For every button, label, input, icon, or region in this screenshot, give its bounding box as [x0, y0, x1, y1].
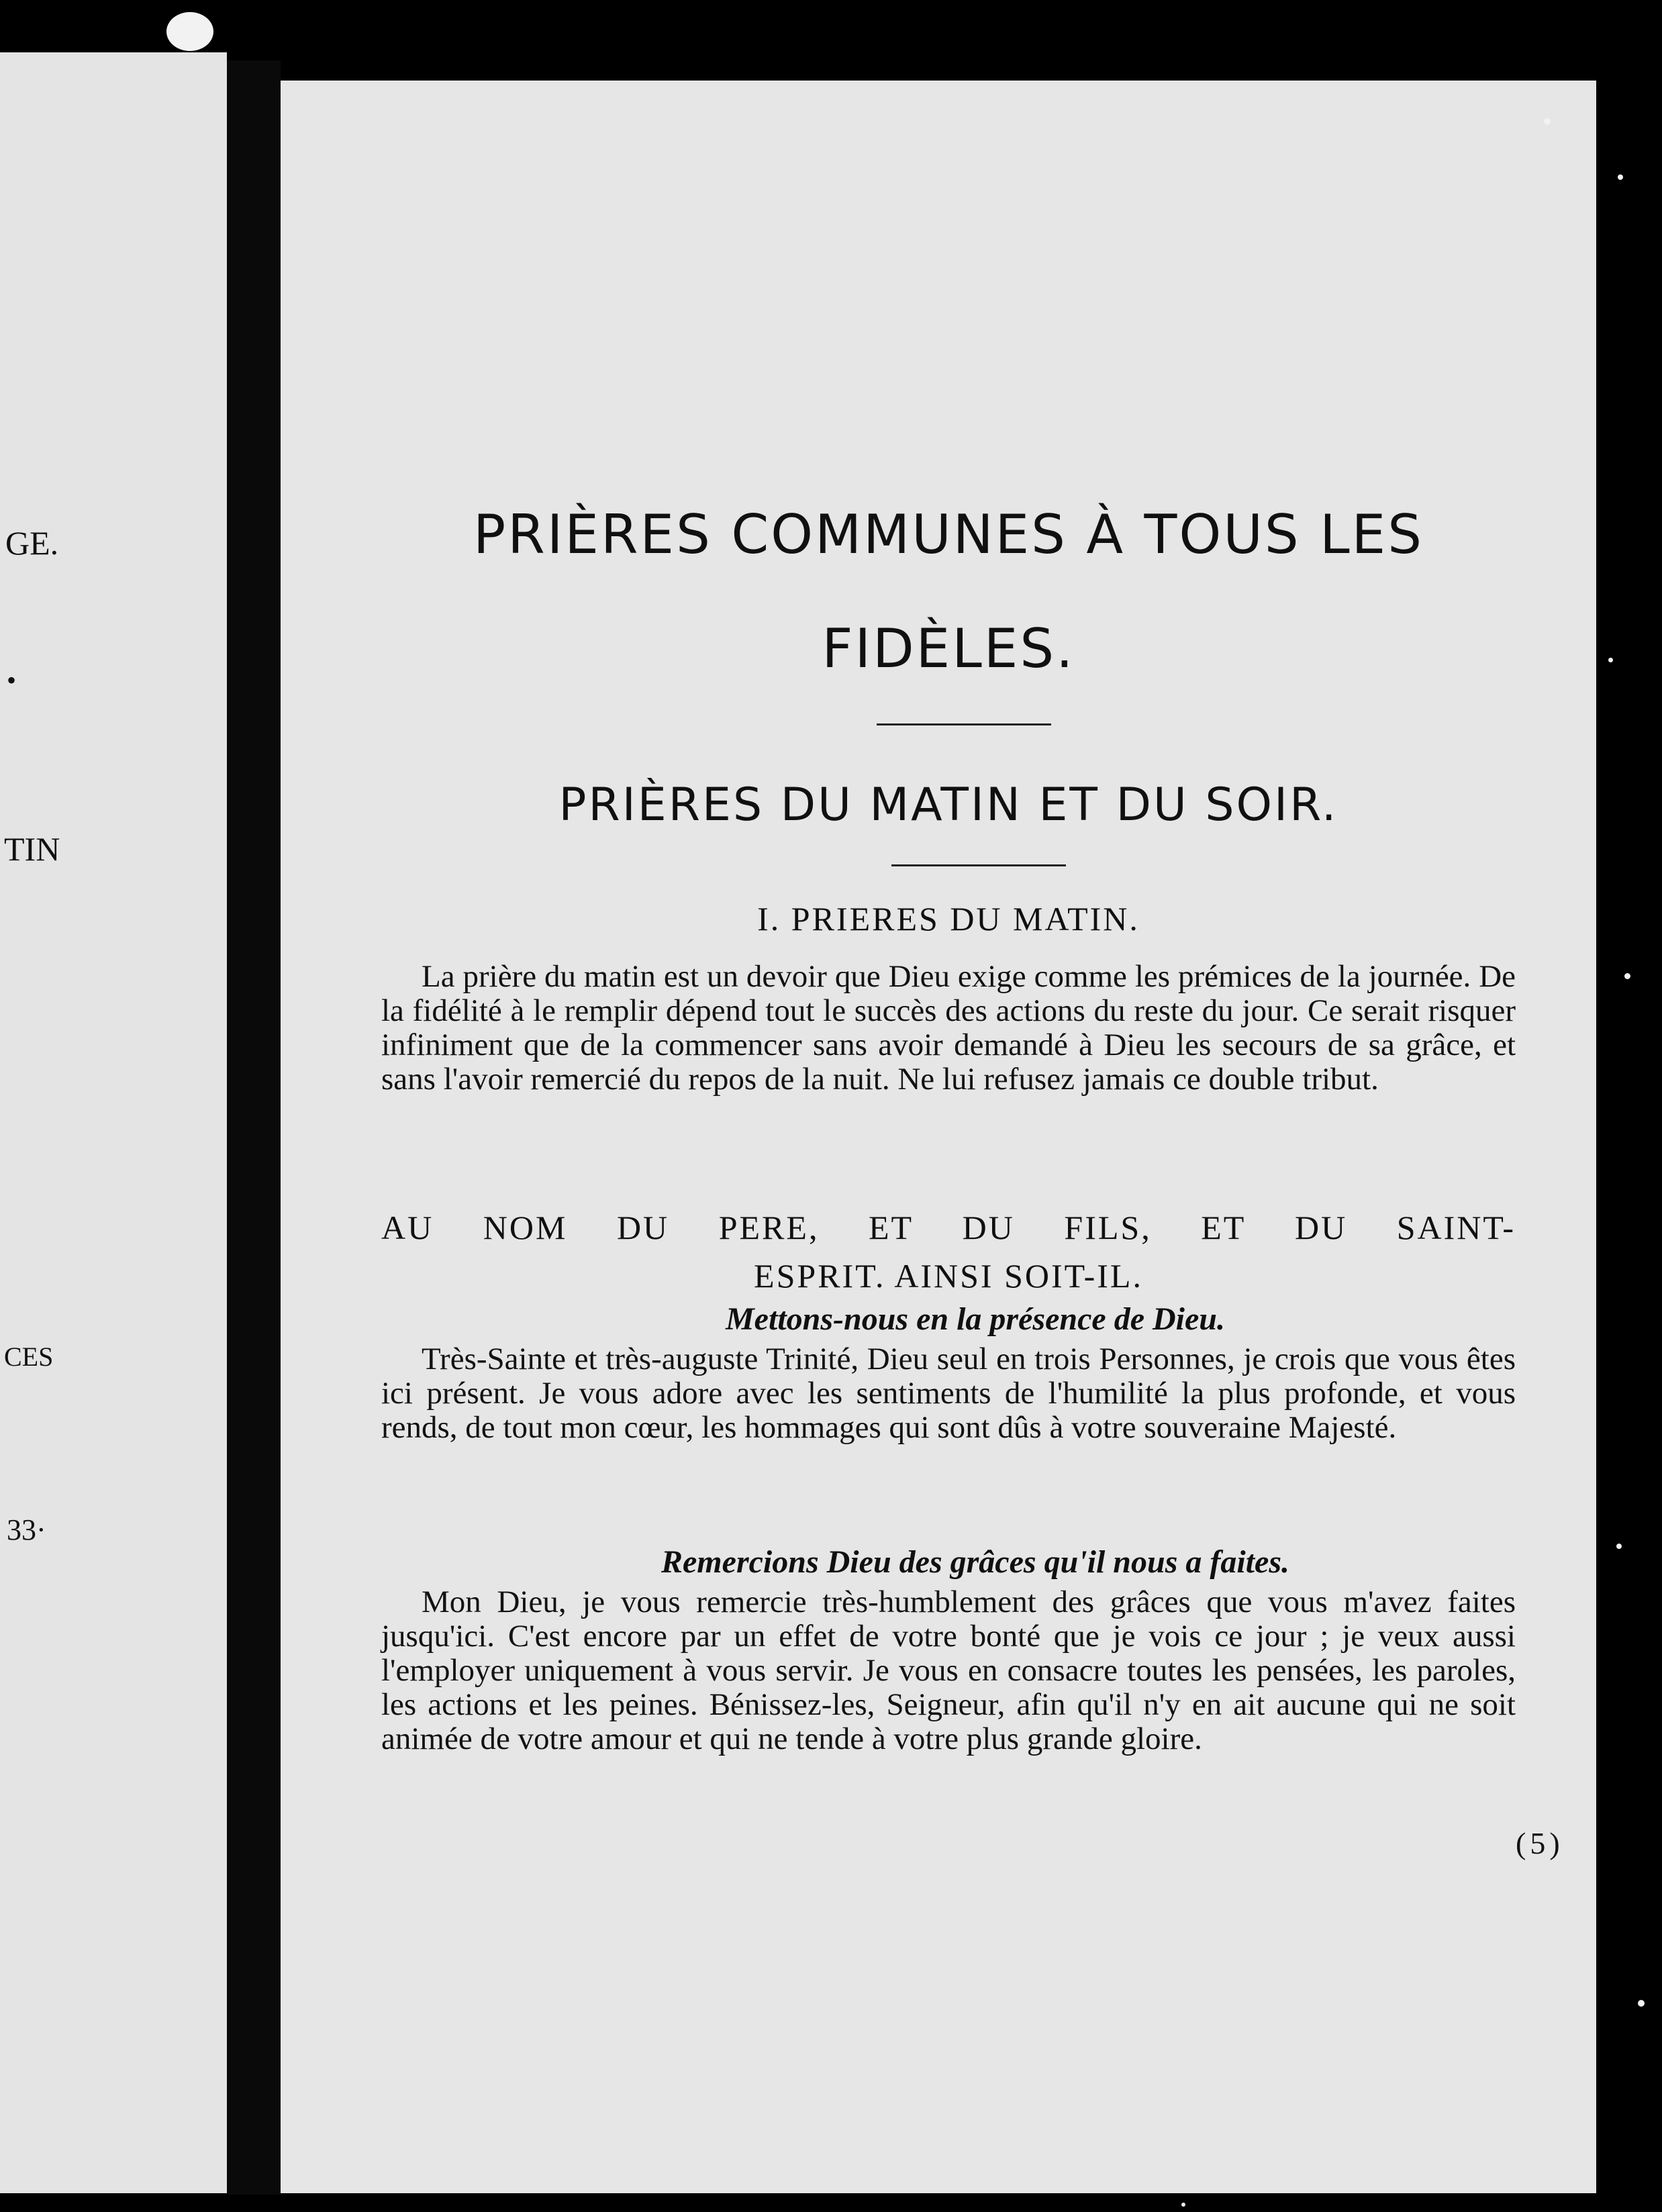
left-fragment: CES — [4, 1342, 54, 1372]
page-subtitle: PRIÈRES DU MATIN ET DU SOIR. — [558, 778, 1338, 832]
section-heading: I. PRIERES DU MATIN. — [757, 900, 1140, 938]
invocation-line-2: ESPRIT. AINSI SOIT-IL. — [754, 1257, 1143, 1295]
intro-paragraph: La prière du matin est un devoir que Dieu exige comme les prémices de la journée. De la fidélité à le remplir dépend tout le succès des actions du reste du jour. Ce serait risquer infiniment que de la commencer sans avoir demandé à Dieu les secours de sa grâce, et sans l'avoir remercié du repos de la nuit. Ne lui refusez jamais ce double tribut. — [381, 959, 1516, 1097]
page-title-line-2: FIDÈLES. — [822, 617, 1075, 680]
paragraph-presence: Très-Sainte et très-auguste Trinité, Dieu seul en trois Personnes, je crois que vous êtes ici présent. Je vous adore avec les sentiments de l'humilité la plus profonde, et vous rends, de tout mon cœur, les hommages qui sont dûs à votre souveraine Majesté. — [381, 1342, 1516, 1445]
dust-speck — [166, 12, 213, 51]
dust-speck — [1624, 973, 1630, 979]
left-fragment: GE. — [5, 524, 59, 562]
left-fragment: • — [7, 665, 17, 695]
invocation-line-1: AU NOM DU PERE, ET DU FILS, ET DU SAINT- — [381, 1209, 1516, 1246]
previous-page-edge — [0, 52, 227, 2193]
dust-speck — [1181, 2203, 1185, 2207]
prayer-page — [281, 81, 1596, 2193]
heading-presence: Mettons-nous en la présence de Dieu. — [726, 1301, 1225, 1337]
page-number: (5) — [1516, 1826, 1564, 1860]
dust-speck — [1638, 2000, 1645, 2007]
paragraph-thanks: Mon Dieu, je vous remercie très-humblement des grâces que vous m'avez faites jusqu'ici. C'est encore par un effet de votre bonté que je vois ce jour ; je veux aussi l'employer uniquement à vous servir. Je vous en consacre toutes les pensées, les paroles, les actions et les peines. Bénissez-les, Seigneur, afin qu'il n'y en ait aucune qui ne soit animée de votre amour et qui ne tende à votre plus grande gloire. — [381, 1585, 1516, 1756]
left-fragment: TIN — [4, 830, 60, 868]
divider-rule — [877, 723, 1051, 725]
dust-speck — [1608, 658, 1613, 662]
left-fragment: 33· — [7, 1513, 46, 1546]
dust-speck — [1618, 174, 1623, 180]
dust-speck — [1616, 1544, 1622, 1549]
page-title-line-1: PRIÈRES COMMUNES À TOUS LES — [473, 503, 1424, 566]
divider-rule — [891, 864, 1066, 866]
heading-thanks: Remercions Dieu des grâces qu'il nous a faites. — [661, 1544, 1290, 1580]
dust-speck — [1544, 118, 1551, 125]
gutter-shadow — [227, 60, 281, 2195]
